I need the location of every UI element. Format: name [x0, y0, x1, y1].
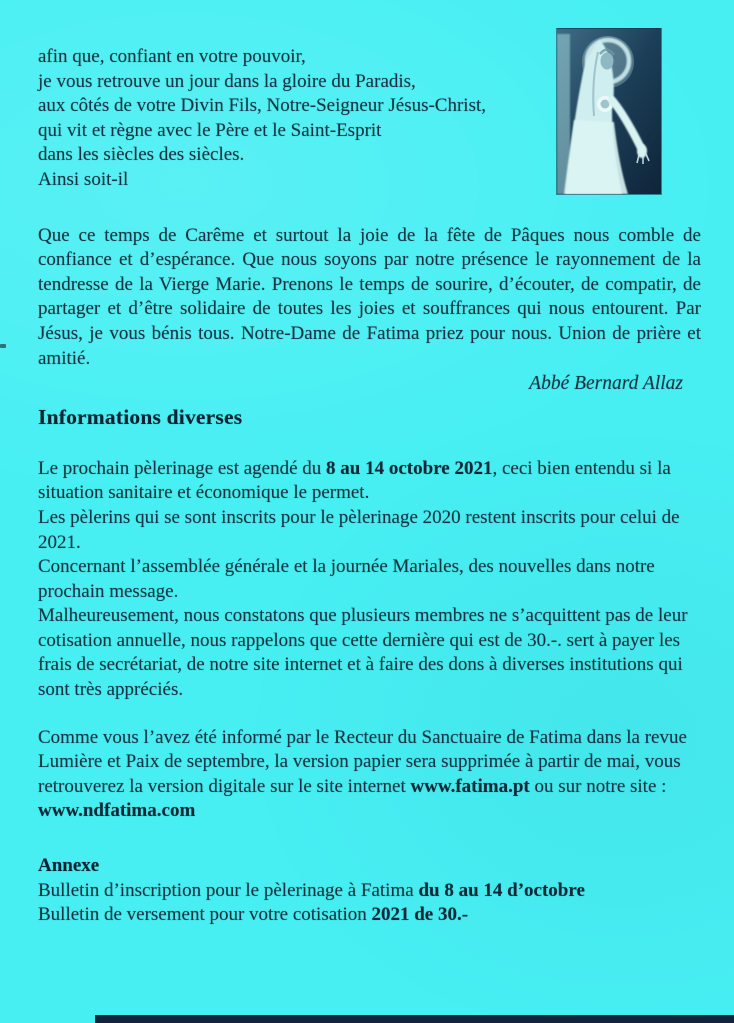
annexe-heading: Annexe [38, 855, 100, 877]
text-segment: ou sur notre site : [529, 775, 667, 797]
paragraph-cotisation: Malheureusement, nous constatons que plusieurs membres ne s’acquittent pas de leur cotisation annuelle, nous rappelons que cette dernière qui est de 30.-. sert à payer les frais de secrétariat, de notre site internet et à faire des dons à diverses institutions qui sont très appréciés. [38, 605, 688, 701]
paragraph-pelerinage-dates [38, 457, 701, 506]
text-segment: du 8 au 14 d’octobre [418, 879, 585, 901]
prayer-line: dans les siècles des siècles. [38, 144, 245, 166]
url-fatima-pt: www.fatima.pt [410, 775, 530, 797]
annexe-block [38, 854, 701, 928]
prayer-line: afin que, confiant en votre pouvoir, [38, 46, 306, 67]
scan-artifact-left-edge [0, 344, 6, 348]
paragraph-careme-paques: Que ce temps de Carême et surtout la joie de la fête de Pâques nous comble de confiance et d’espérance. Que nous soyons par notre présence le rayonnement de la tendresse de la Vierge Marie. Prenons le temps de sourire, d’écouter, de compatir, de partager et d’être solidaire de toutes les joies et souffrances qui nous entourent. Par Jésus, je vous bénis tous. Notre-Dame de Fatima priez pour nous. Union de prière et amitié. [38, 224, 701, 369]
scan-artifact-bottom-bar [95, 1015, 734, 1023]
paragraph-assemblee-generale: Concernant l’assemblée générale et la journée Mariales, des nouvelles dans notre prochain message. [38, 556, 655, 602]
paragraph-inscrits-2020: Les pèlerins qui se sont inscrits pour le pèlerinage 2020 restent inscrits pour celui de 2021. [38, 506, 680, 553]
paragraph-revue-lumiere-paix [38, 726, 701, 824]
informations-block [38, 457, 701, 703]
annexe-bulletin-versement [38, 903, 701, 928]
text-segment: 2021 de 30.- [371, 904, 469, 926]
text-segment: Bulletin d’inscription pour le pèlerinage à Fatima [38, 879, 419, 901]
prayer-line: aux côtés de votre Divin Fils, Notre-Seigneur Jésus-Christ, [38, 95, 487, 117]
section-heading-informations-diverses: Informations diverses [38, 404, 243, 429]
prayer-line: Ainsi soit-il [38, 168, 129, 190]
url-ndfatima-com: www.ndfatima.com [38, 800, 196, 822]
statue-face [601, 53, 614, 70]
text-segment: Bulletin de versement pour votre cotisation [38, 904, 372, 926]
text-segment: Comme vous l’avez été informé par le Recteur du Sanctuaire de Fatima dans la revue Lumière et Paix de septembre, la version papier sera supprimée à partir de mai, vous retrouverez la version digitale sur le site internet [38, 726, 687, 797]
text-segment: 8 au 14 octobre 2021 [326, 457, 493, 479]
signature-abbe: Abbé Bernard Allaz [529, 373, 683, 395]
our-lady-of-fatima-photo [556, 28, 662, 196]
our-lady-statue-image [556, 28, 662, 196]
prayer-line: je vous retrouve un jour dans la gloire du Paradis, [38, 70, 416, 92]
annexe-bulletin-inscription [38, 879, 701, 904]
text-segment: Le prochain pèlerinage est agendé du [38, 457, 327, 479]
text-segment: , ceci bien entendu si la situation sanitaire et économique le permet. [38, 457, 671, 504]
prayer-line: qui vit et règne avec le Père et le Saint-Esprit [38, 119, 382, 141]
